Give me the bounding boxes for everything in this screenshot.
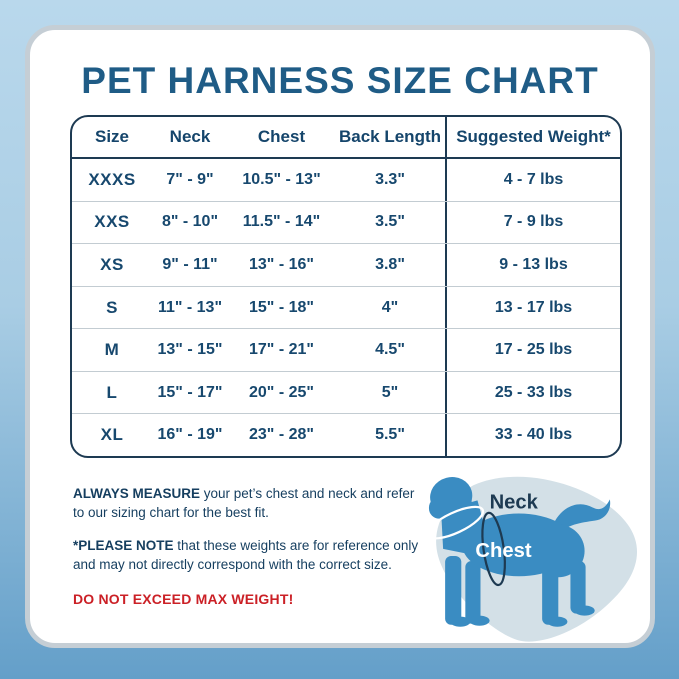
back-length-value: 4" [381, 298, 399, 316]
size-value: L [106, 382, 118, 402]
table-row [72, 328, 620, 371]
page-title: PET HARNESS SIZE CHART [81, 60, 599, 101]
table-row [72, 286, 620, 329]
size-value: M [104, 340, 120, 360]
footnotes [73, 485, 425, 624]
neck-value: 11" - 13" [157, 298, 223, 316]
back-length-value: 5" [381, 383, 399, 401]
column-header-size: Size [94, 127, 130, 146]
neck-value: 8" - 10" [161, 213, 219, 231]
back-length-value: 3.3" [375, 170, 405, 188]
neck-value: 7" - 9" [166, 170, 214, 188]
please-note-lead: *PLEASE NOTE [73, 538, 174, 554]
please-note [73, 537, 425, 574]
measure-note-text: your pet’s chest and neck and refer to our sizing chart for the best fit. [73, 486, 415, 520]
size-value: S [106, 297, 118, 317]
back-length-value: 3.8" [375, 255, 405, 273]
table-row [72, 243, 620, 286]
column-header-suggested-weight: Suggested Weight* [445, 117, 620, 157]
measure-note [73, 485, 425, 522]
chest-value: 20" - 25" [249, 383, 314, 401]
neck-value: 15" - 17" [157, 383, 223, 401]
column-header-chest: Chest [257, 127, 306, 146]
chest-value: 13" - 16" [249, 255, 314, 273]
weight-value: 17 - 25 lbs [445, 329, 620, 371]
table-row [72, 371, 620, 414]
neck-value: 13" - 15" [157, 341, 223, 359]
size-chart-card [25, 25, 655, 648]
size-value: XXXS [88, 169, 136, 189]
table-header-row [72, 117, 620, 157]
please-note-text: that these weights are for reference only and may not directly correspond with the correct size. [73, 538, 419, 572]
table-row [72, 201, 620, 244]
weight-value: 4 - 7 lbs [445, 159, 620, 201]
chest-value: 11.5" - 14" [242, 213, 321, 231]
neck-value: 16" - 19" [157, 426, 223, 444]
size-value: XL [100, 425, 124, 445]
back-length-value: 5.5" [375, 426, 405, 444]
chest-value: 10.5" - 13" [242, 170, 321, 188]
size-chart-table [70, 115, 622, 458]
weight-value: 13 - 17 lbs [445, 287, 620, 329]
measure-note-lead: ALWAYS MEASURE [73, 486, 201, 501]
neck-value: 9" - 11" [162, 255, 218, 273]
dog-measurement-diagram [402, 460, 656, 652]
column-header-back-length: Back Length [338, 127, 442, 146]
neck-label: Neck [489, 491, 538, 514]
weight-value: 33 - 40 lbs [445, 414, 620, 456]
weight-value: 25 - 33 lbs [445, 372, 620, 414]
size-value: XXS [94, 212, 130, 232]
chest-value: 17" - 21" [249, 341, 314, 359]
column-header-neck: Neck [169, 127, 211, 146]
weight-value: 7 - 9 lbs [445, 202, 620, 244]
back-length-value: 3.5" [375, 213, 405, 231]
back-length-value: 4.5" [375, 341, 405, 359]
table-row [72, 157, 620, 201]
chest-value: 15" - 18" [249, 298, 314, 316]
table-row [72, 413, 620, 456]
chest-label: Chest [475, 540, 532, 563]
chest-value: 23" - 28" [249, 426, 314, 444]
size-value: XS [100, 254, 124, 274]
max-weight-warning: DO NOT EXCEED MAX WEIGHT! [73, 590, 294, 607]
weight-value: 9 - 13 lbs [445, 244, 620, 286]
